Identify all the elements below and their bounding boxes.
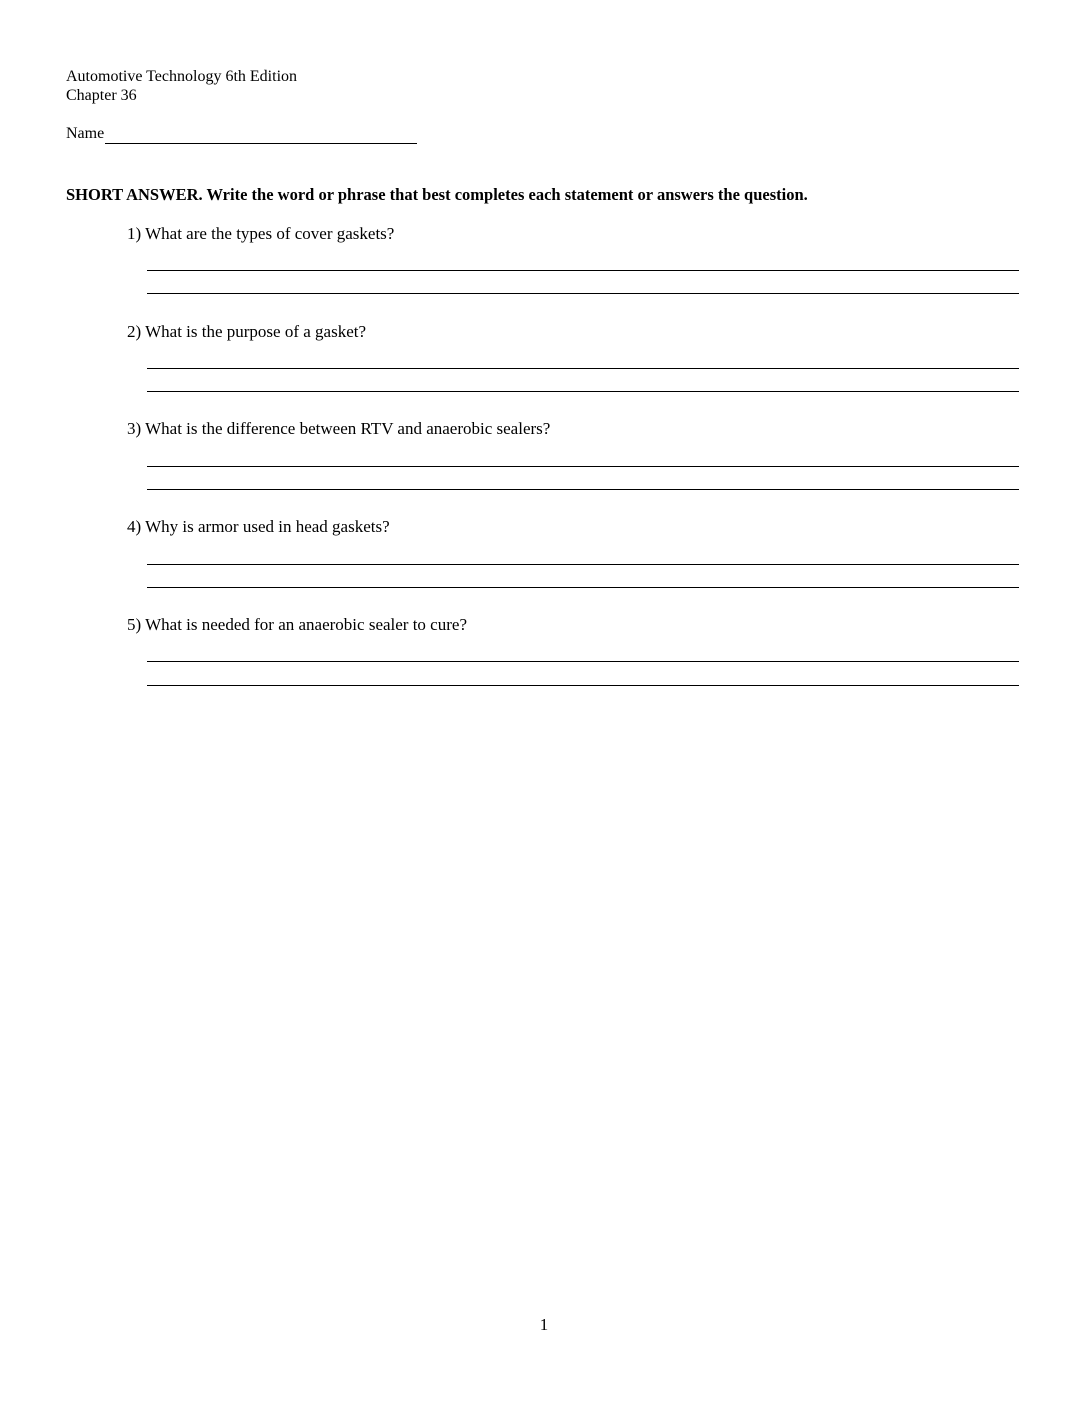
question-5: 5) What is needed for an anaerobic sealer to cure? bbox=[127, 615, 467, 634]
question-3: 3) What is the difference between RTV and anaerobic sealers? bbox=[127, 419, 551, 438]
answer-line-4b[interactable] bbox=[147, 587, 1019, 588]
instructions: SHORT ANSWER. Write the word or phrase that best completes each statement or answers the question. bbox=[66, 185, 808, 204]
answer-line-2b[interactable] bbox=[147, 391, 1019, 392]
book-title: Automotive Technology 6th Edition bbox=[66, 68, 298, 85]
answer-line-1a[interactable] bbox=[147, 270, 1019, 271]
answer-line-5b[interactable] bbox=[147, 685, 1019, 686]
answer-line-5a[interactable] bbox=[147, 661, 1019, 662]
question-1: 1) What are the types of cover gaskets? bbox=[127, 224, 395, 243]
name-label: Name bbox=[66, 125, 105, 142]
chapter-label: Chapter 36 bbox=[66, 87, 137, 104]
answer-line-3a[interactable] bbox=[147, 466, 1019, 467]
name-field[interactable] bbox=[105, 126, 417, 144]
answer-line-2a[interactable] bbox=[147, 368, 1019, 369]
answer-line-4a[interactable] bbox=[147, 564, 1019, 565]
question-4: 4) Why is armor used in head gaskets? bbox=[127, 517, 390, 536]
answer-line-1b[interactable] bbox=[147, 293, 1019, 294]
question-2: 2) What is the purpose of a gasket? bbox=[127, 322, 367, 341]
answer-line-3b[interactable] bbox=[147, 489, 1019, 490]
name-row bbox=[66, 124, 417, 144]
page-number: 1 bbox=[539, 1315, 549, 1334]
